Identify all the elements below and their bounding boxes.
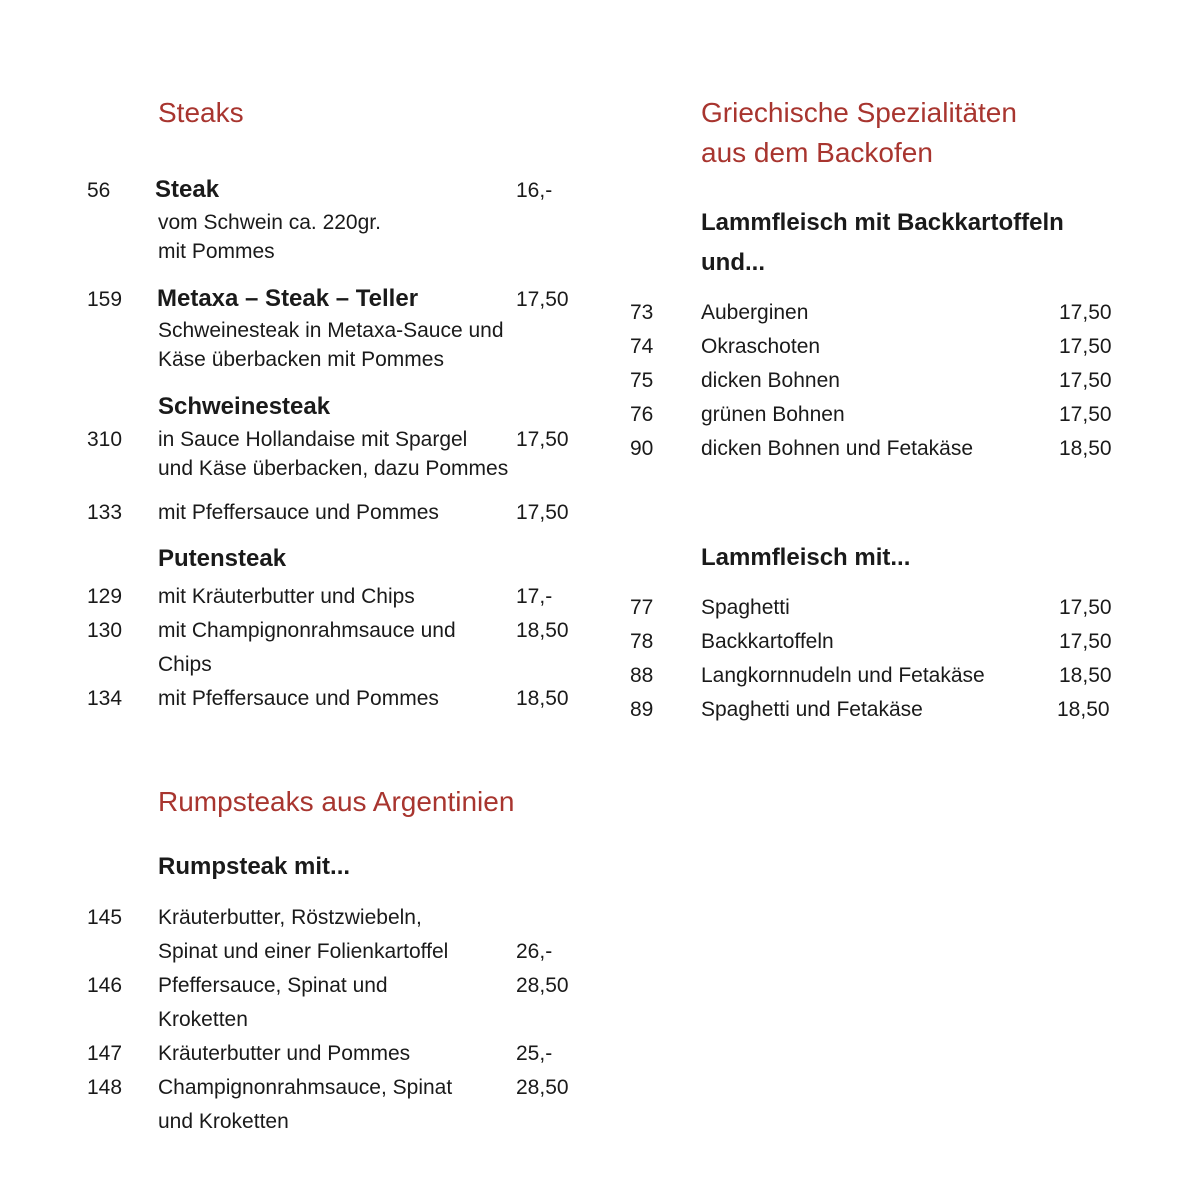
item-price: 18,50	[1059, 664, 1112, 687]
item-name: grünen Bohnen	[701, 403, 845, 426]
item-price: 17,50	[1059, 630, 1112, 653]
item-description: Kräuterbutter und Pommes	[158, 1042, 411, 1065]
item-number: 159	[87, 288, 123, 311]
item-price: 18,50	[1059, 437, 1112, 460]
item-name: Steak	[155, 176, 220, 203]
item-number: 88	[630, 664, 654, 687]
item-number: 130	[87, 619, 123, 642]
item-name: dicken Bohnen und Fetakäse	[701, 437, 974, 460]
subsection-title-lamb: Lammfleisch mit...	[701, 544, 911, 571]
item-price: 17,50	[516, 501, 569, 524]
subsection-title-putensteak: Putensteak	[158, 545, 287, 572]
item-description: vom Schwein ca. 220gr.	[158, 211, 381, 234]
item-description: mit Pfeffersauce und Pommes	[158, 501, 439, 524]
item-description: mit Kräuterbutter und Chips	[158, 585, 415, 608]
item-number: 77	[630, 596, 654, 619]
item-number: 145	[87, 906, 123, 929]
item-price: 18,50	[516, 619, 569, 642]
item-description: mit Pommes	[158, 240, 275, 263]
item-price: 25,-	[516, 1042, 553, 1065]
item-name: Spaghetti und Fetakäse	[701, 698, 923, 721]
item-price: 28,50	[516, 1076, 569, 1099]
item-price: 17,50	[516, 288, 569, 311]
section-title-rumpsteaks: Rumpsteaks aus Argentinien	[158, 786, 515, 817]
subsection-title-schweinesteak: Schweinesteak	[158, 393, 331, 420]
item-name: dicken Bohnen	[701, 369, 840, 392]
item-number: 134	[87, 687, 123, 710]
item-name: Langkornnudeln und Fetakäse	[701, 664, 985, 687]
item-description: in Sauce Hollandaise mit Spargel	[158, 428, 468, 451]
item-number: 73	[630, 301, 654, 324]
item-number: 76	[630, 403, 654, 426]
item-description: Spinat und einer Folienkartoffel	[158, 940, 449, 963]
item-description: und Käse überbacken, dazu Pommes	[158, 457, 509, 480]
item-number: 74	[630, 335, 654, 358]
item-price: 17,-	[516, 585, 553, 608]
item-number: 89	[630, 698, 654, 721]
item-description: Kroketten	[158, 1008, 248, 1031]
item-number: 56	[87, 179, 111, 202]
item-number: 148	[87, 1076, 123, 1099]
item-number: 147	[87, 1042, 123, 1065]
section-title-steaks: Steaks	[158, 97, 244, 128]
item-number: 90	[630, 437, 654, 460]
item-price: 17,50	[1059, 596, 1112, 619]
item-price: 17,50	[1059, 369, 1112, 392]
subsection-title-lamb-oven: Lammfleisch mit Backkartoffeln	[701, 209, 1064, 236]
item-name: Backkartoffeln	[701, 630, 834, 653]
item-number: 133	[87, 501, 123, 524]
item-price: 17,50	[1059, 301, 1112, 324]
item-description: mit Pfeffersauce und Pommes	[158, 687, 439, 710]
item-name: Auberginen	[701, 301, 809, 324]
item-description: Schweinesteak in Metaxa-Sauce und	[158, 319, 504, 342]
item-price: 26,-	[516, 940, 553, 963]
item-name: Okraschoten	[701, 335, 821, 358]
item-price: 17,50	[1059, 335, 1112, 358]
item-price: 17,50	[1059, 403, 1112, 426]
item-number: 146	[87, 974, 123, 997]
section-title-greek-line2: aus dem Backofen	[701, 137, 933, 168]
item-description: und Kroketten	[158, 1110, 289, 1133]
subsection-title-rumpsteak: Rumpsteak mit...	[158, 853, 351, 880]
item-price: 18,50	[516, 687, 569, 710]
item-price: 16,-	[516, 179, 553, 202]
item-description: Chips	[158, 653, 212, 676]
item-price: 18,50	[1057, 698, 1110, 721]
item-number: 310	[87, 428, 123, 451]
item-description: Käse überbacken mit Pommes	[158, 348, 444, 371]
item-description: Champignonrahmsauce, Spinat	[158, 1076, 453, 1099]
item-price: 28,50	[516, 974, 569, 997]
section-title-greek: Griechische Spezialitäten	[701, 97, 1017, 128]
item-description: Kräuterbutter, Röstzwiebeln,	[158, 906, 422, 929]
item-description: mit Champignonrahmsauce und	[158, 619, 456, 642]
subsection-title-lamb-oven-line2: und...	[701, 249, 765, 276]
item-name: Metaxa – Steak – Teller	[157, 285, 419, 312]
item-name: Spaghetti	[701, 596, 790, 619]
item-number: 78	[630, 630, 654, 653]
item-price: 17,50	[516, 428, 569, 451]
item-description: Pfeffersauce, Spinat und	[158, 974, 388, 997]
item-number: 75	[630, 369, 654, 392]
item-number: 129	[87, 585, 123, 608]
